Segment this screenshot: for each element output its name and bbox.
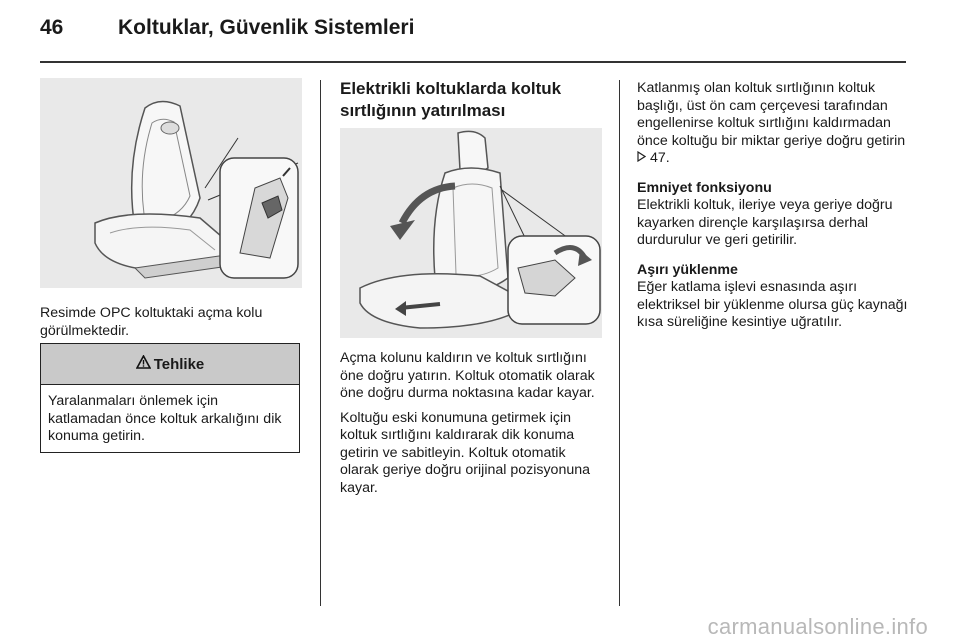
col2-paragraph-2: Koltuğu eski konumuna getirmek için koltuk sırtlığını kaldırarak dik konuma getirin ve sabitleyin. Koltuk otomatik olarak geriye doğru orijinal pozisyonuna kayar. [340, 409, 591, 496]
opc-seat-illustration [40, 78, 302, 288]
section-heading: Elektrikli koltuklarda koltuk sırtlığının yatırılması [340, 79, 562, 120]
page-number: 46 [40, 16, 64, 39]
col2-paragraph-1: Açma kolunu kaldırın ve koltuk sırtlığını öne doğru yatırın. Koltuk otomatik olarak öne doğru durma noktasına kadar kayar. [340, 350, 595, 401]
page-title: Koltuklar, Güvenlik Sistemleri [118, 16, 415, 39]
danger-title: Tehlike [153, 355, 205, 373]
col3-paragraph-1 [637, 80, 909, 168]
col2-body [340, 350, 605, 497]
header-rule [40, 61, 906, 63]
power-seat-illustration [340, 128, 602, 338]
emniyet-text: Elektrikli koltuk, ileriye veya geriye doğru kayarken dirençle karşılaşırsa derhal durdurulur ve geri getirilir. [637, 197, 893, 248]
overload-title: Aşırı yüklenme [637, 261, 738, 278]
watermark: carmanualsonline.info [707, 614, 928, 639]
danger-header [41, 344, 299, 385]
danger-box [40, 343, 300, 453]
col1-caption [40, 305, 302, 340]
page-reference: 47. [649, 150, 670, 166]
image-caption: Resimde OPC koltuktaki açma kolu görülmektedir. [40, 305, 263, 339]
col3-body [637, 80, 909, 332]
column-divider-1 [320, 80, 321, 606]
col2-heading-block [340, 78, 602, 122]
emniyet-title: Emniyet fonksiyonu [637, 179, 772, 196]
danger-text: Yaralanmaları önlemek için katlamadan önce koltuk arkalığını dik konuma getirin. [48, 393, 282, 444]
col3-paragraph-1-text: Katlanmış olan koltuk sırtlığının koltuk başlığı, üst ön cam çerçevesi tarafından engellenirse koltuk sırtlığını kaldırmadan önce koltuğu bir miktar geriye doğru getirin [637, 80, 906, 149]
page-reference-icon [637, 150, 646, 166]
warning-triangle-icon [136, 355, 151, 373]
overload-text: Eğer katlama işlevi esnasında aşırı elektriksel bir yüklenme olursa güç kaynağı kısa süreliğine kesintiye uğratılır. [637, 279, 908, 330]
column-divider-2 [619, 80, 620, 606]
